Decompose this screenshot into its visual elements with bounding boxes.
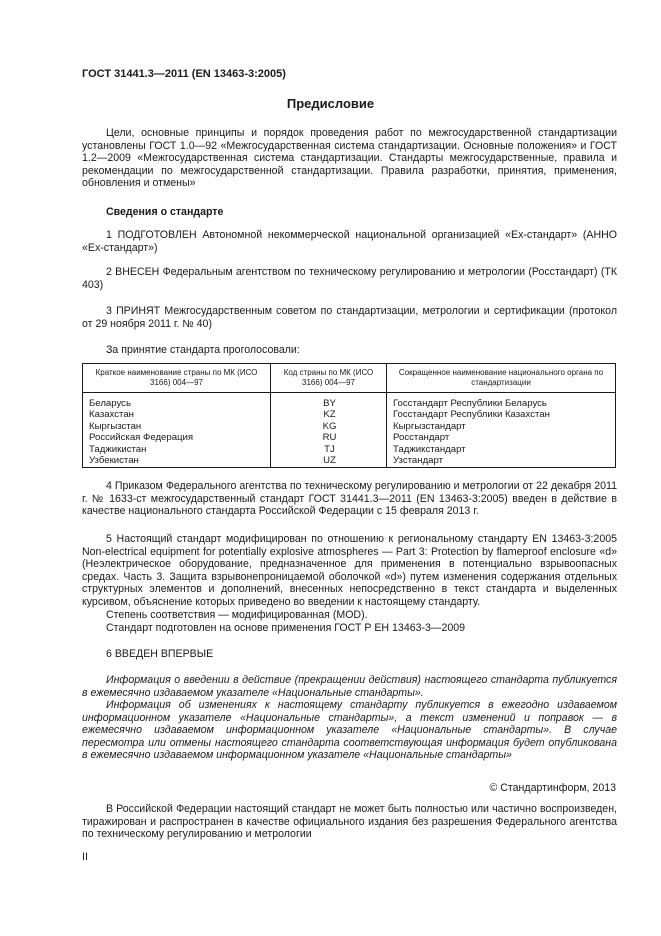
document-header: ГОСТ 31441.3—2011 (EN 13463-3:2005) — [82, 68, 286, 80]
standard-info-heading: Сведения о стандарте — [106, 206, 224, 218]
table-row — [83, 444, 616, 455]
item-1-prepared: 1 ПОДГОТОВЛЕН Автономной некоммерческой национальной организацией «Ех-стандарт» (АННО «Ех-стандарт») — [82, 229, 617, 254]
item-5-compliance: Степень соответствия — модифицированная (MOD). — [106, 609, 368, 621]
country-cell: Кыргызстан — [83, 421, 271, 432]
copyright-notice: © Стандартинформ, 2013 — [489, 782, 616, 794]
body-cell: Госстандарт Республики Казахстан — [387, 409, 616, 420]
table-header-code: Код страны по МК (ИСО 3166) 004—97 — [271, 364, 387, 393]
body-cell: Госстандарт Республики Беларусь — [387, 393, 616, 410]
code-cell: RU — [271, 432, 387, 443]
country-cell: Беларусь — [83, 393, 271, 410]
code-cell: TJ — [271, 444, 387, 455]
country-cell: Таджикистан — [83, 444, 271, 455]
body-cell: Таджикстандарт — [387, 444, 616, 455]
code-cell: KG — [271, 421, 387, 432]
body-cell: Узстандарт — [387, 455, 616, 468]
table-header-country: Краткое наименование страны по МК (ИСО 3166) 004—97 — [83, 364, 271, 393]
country-cell: Российская Федерация — [83, 432, 271, 443]
item-4-order: 4 Приказом Федерального агентства по техническому регулированию и метрологии от 22 декабря 2011 г. № 1633-ст межгосударственный стандарт ГОСТ 31441.3—2011 (EN 13463-3:2005) введен в действие в качестве национального стандарта Российской Федерации с 15 февраля 2013 г. — [82, 480, 617, 518]
item-2-submitted: 2 ВНЕСЕН Федеральным агентством по техническому регулированию и метрологии (Росстандарт) (ТК 403) — [82, 266, 617, 291]
item-3-adopted: 3 ПРИНЯТ Межгосударственным советом по стандартизации, метрологии и сертификации (протокол от 29 ноября 2011 г. № 40) — [82, 305, 617, 330]
votes-table — [82, 363, 616, 468]
table-row — [83, 432, 616, 443]
votes-intro: За принятие стандарта проголосовали: — [106, 344, 300, 356]
country-cell: Узбекистан — [83, 455, 271, 468]
item-5-basis: Стандарт подготовлен на основе применения ГОСТ Р ЕН 13463-3—2009 — [106, 622, 466, 634]
table-row — [83, 455, 616, 468]
info-paragraph-2: Информация об изменениях к настоящему стандарту публикуется в ежегодно издаваемом информационном указателе «Национальные стандарты», а текст изменений и поправок — в ежемесячно издаваемом информационном указателе «Национальные стандарты». В случае пересмотра или отмены настоящего стандарта соответствующая информация будет опубликована в ежемесячно издаваемом информационном указателе «Национальные стандарты» — [82, 699, 617, 762]
intro-paragraph: Цели, основные принципы и порядок проведения работ по межгосударственной стандартизации установлены ГОСТ 1.0—92 «Межгосударственная система стандартизации. Основные положения» и ГОСТ 1.2—2009 «Межгосударственная система стандартизации. Стандарты межгосударственные, правила и рекомендации по межгосударственной стандартизации. Правила разработки, принятия, применения, обновления и отмены» — [82, 127, 617, 190]
table-row — [83, 421, 616, 432]
code-cell: BY — [271, 393, 387, 410]
body-cell: Кыргызстандарт — [387, 421, 616, 432]
item-6-first-introduced: 6 ВВЕДЕН ВПЕРВЫЕ — [106, 648, 214, 660]
page-title: Предисловие — [286, 96, 375, 111]
table-row — [83, 409, 616, 420]
code-cell: UZ — [271, 455, 387, 468]
rights-notice: В Российской Федерации настоящий стандарт не может быть полностью или частично воспроизведен, тиражирован и распространен в качестве официального издания без разрешения Федерального агентства по техническому регулированию и метрологии — [82, 803, 617, 841]
country-cell: Казахстан — [83, 409, 271, 420]
info-paragraph-1: Информация о введении в действие (прекращении действия) настоящего стандарта публикуется в ежемесячно издаваемом указателе «Национальные стандарты». — [82, 674, 617, 699]
table-row — [83, 393, 616, 410]
code-cell: KZ — [271, 409, 387, 420]
body-cell: Росстандарт — [387, 432, 616, 443]
item-5-modified: 5 Настоящий стандарт модифицирован по отношению к региональному стандарту EN 13463-3:2005 Non-electrical equipment for potentially explosive atmospheres — Part 3: Protection by flameproof enclosure «d» (Неэлектрическое оборудование, предназначенное для применения в потенциально взрывоопасных средах. Часть 3. Защита взрывонепроницаемой оболочкой «d») путем изменения содержания отдельных структурных элементов и дополнений, внесенных непосредственно в текст стандарта и выделенных курсивом, объяснение которых приведено во введении к настоящему стандарту. — [82, 533, 617, 608]
page-number: II — [82, 851, 88, 863]
table-header-body: Сокращенное наименование национального органа по стандартизации — [387, 364, 616, 393]
